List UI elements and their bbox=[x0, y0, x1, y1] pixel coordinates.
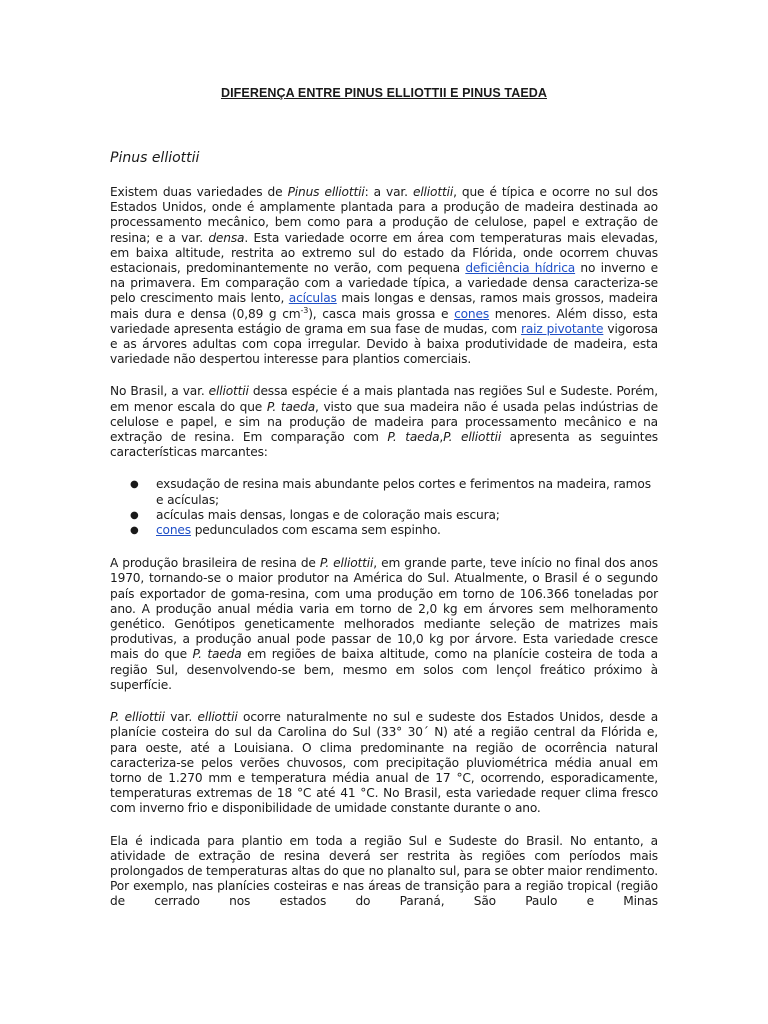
paragraph-1 bbox=[110, 185, 658, 367]
text-run: no inverno e na primavera. Em comparação com a variedade típica, a variedade densa caracteriza-se pelo crescimento mais lento, bbox=[110, 261, 658, 306]
variety-name: elliottii bbox=[197, 710, 238, 725]
list-item-text: acículas mais densas, longas e de coloração mais escura; bbox=[156, 507, 500, 522]
paragraph-5: Ela é indicada para plantio em toda a região Sul e Sudeste do Brasil. No entanto, a atividade de extração de resina deverá ser restrita às regiões com períodos mais prolongados de temperaturas altas do que no planalto sul, para se obter maior rendimento. Por exemplo, nas planícies costeiras e nas áreas de transição para a região tropical (região de cerrado nos estados do Paraná, São Paulo e Minas bbox=[110, 833, 658, 909]
text-run: No Brasil, a var. bbox=[110, 384, 209, 399]
text-run: em regiões de baixa altitude, como na planície costeira de toda a região Sul, desenvolvendo-se bem, mesmo em solos com lençol freático próximo à superfície. bbox=[110, 647, 658, 692]
variety-name: elliottii bbox=[412, 185, 454, 199]
document-body bbox=[110, 185, 658, 927]
species-name: P. taeda bbox=[266, 399, 316, 414]
text-run: , que é típica e ocorre no sul dos Estados Unidos, onde é amplamente plantada para a produção de madeira destinada ao processamento mecânico, bem como para a produção de celulose, papel e extração de resina; e a var. bbox=[110, 185, 659, 245]
bullet-icon: ● bbox=[130, 479, 139, 491]
text-run: ocorre naturalmente no sul e sudeste dos Estados Unidos, desde a planície costeira do sul da Carolina do Sul (33° 30´ N) até a região central da Flórida e, para oeste, até a Louisiana. O clima predominante na região de ocorrência natural caracteriza-se pelos verões chuvosos, com precipitação pluviométrica média anual em torno de 1.270 mm e temperatura média anual de 17 °C, ocorrendo, esporadicamente, temperaturas extremas de 18 °C até 41 °C. No Brasil, esta variedade requer clima fresco com inverno frio e disponibilidade de umidade constante durante o ano. bbox=[110, 710, 659, 816]
text-run: ), casca mais grossa e bbox=[308, 306, 455, 321]
list-item bbox=[110, 523, 658, 538]
superscript: -3 bbox=[300, 305, 309, 315]
text-run: : a var. bbox=[364, 185, 413, 199]
characteristics-list bbox=[110, 477, 658, 538]
text-run: var. bbox=[164, 710, 198, 725]
document-title: DIFERENÇA ENTRE PINUS ELLIOTTII E PINUS TAEDA bbox=[220, 86, 548, 100]
text-run: mais longas e densas, ramos mais grossos, madeira mais dura e densa (0,89 g cm bbox=[110, 291, 658, 321]
text-run: , visto que sua madeira não é usada pelas indústrias de celulose e papel, e sim na produção de madeira para processamento mecânico e na extração de resina. Em comparação com bbox=[110, 399, 658, 445]
text-run: apresenta as seguintes características marcantes: bbox=[110, 430, 658, 460]
link-aciculas[interactable]: acículas bbox=[288, 291, 337, 306]
species-name: P. elliottii bbox=[443, 430, 502, 445]
text-run: A produção brasileira de resina de bbox=[110, 556, 320, 571]
section-heading: Pinus elliottii bbox=[110, 150, 200, 166]
text-run: . Esta variedade ocorre em área com temperaturas mais elevadas, em baixa altitude, restrita ao extremo sul do estado da Flórida, onde ocorrem chuvas estacionais, predominantemente no verão, com pequena bbox=[110, 230, 658, 276]
species-name: P. taeda bbox=[387, 430, 440, 445]
list-item bbox=[110, 508, 658, 523]
paragraph-3 bbox=[110, 556, 658, 693]
text-run: Existem duas variedades de bbox=[110, 185, 288, 199]
text-run: dessa espécie é a mais plantada nas regiões Sul e Sudeste. Porém, em menor escala do que bbox=[110, 384, 658, 414]
species-name: P. elliottii bbox=[110, 710, 165, 725]
variety-name: elliottii bbox=[208, 384, 249, 399]
link-cones[interactable]: cones bbox=[454, 306, 490, 321]
species-name: P. taeda bbox=[192, 647, 242, 662]
text-run: , em grande parte, teve início no final dos anos 1970, tornando-se o maior produtor na América do Sul. Atualmente, o Brasil é o segundo país exportador de goma-resina, com uma produção em torno de 106.366 toneladas por ano. A produção anual média varia em torno de 2,0 kg em árvores sem melhoramento genético. Genótipos geneticamente melhorados mediante seleção de matrizes mais produtivas, a produção anual pode passar de 10,0 kg por árvore. Esta variedade cresce mais do que bbox=[110, 556, 658, 662]
species-name: P. elliottii bbox=[319, 556, 374, 571]
text-run: , bbox=[439, 430, 444, 445]
link-deficiencia-hidrica[interactable]: deficiência hídrica bbox=[465, 261, 576, 276]
link-raiz-pivotante[interactable]: raiz pivotante bbox=[520, 321, 604, 336]
species-name: Pinus elliottii bbox=[287, 185, 365, 199]
paragraph-2 bbox=[110, 384, 658, 460]
bullet-icon: ● bbox=[130, 509, 139, 521]
list-item bbox=[110, 477, 658, 507]
text-run: menores. Além disso, esta variedade apresenta estágio de grama em sua fase de mudas, com bbox=[110, 306, 658, 336]
bullet-icon: ● bbox=[130, 525, 139, 537]
variety-name: densa bbox=[208, 230, 245, 245]
text-run: vigorosa e as árvores adultas com copa irregular. Devido à baixa produtividade de madeira, esta variedade não despertou interesse para plantios comerciais. bbox=[110, 321, 658, 367]
list-item-text: pedunculados com escama sem espinho. bbox=[190, 523, 441, 538]
link-cones[interactable]: cones bbox=[156, 523, 191, 538]
list-item-text: exsudação de resina mais abundante pelos cortes e ferimentos na madeira, ramos e acículas; bbox=[156, 477, 651, 507]
paragraph-4 bbox=[110, 710, 658, 816]
